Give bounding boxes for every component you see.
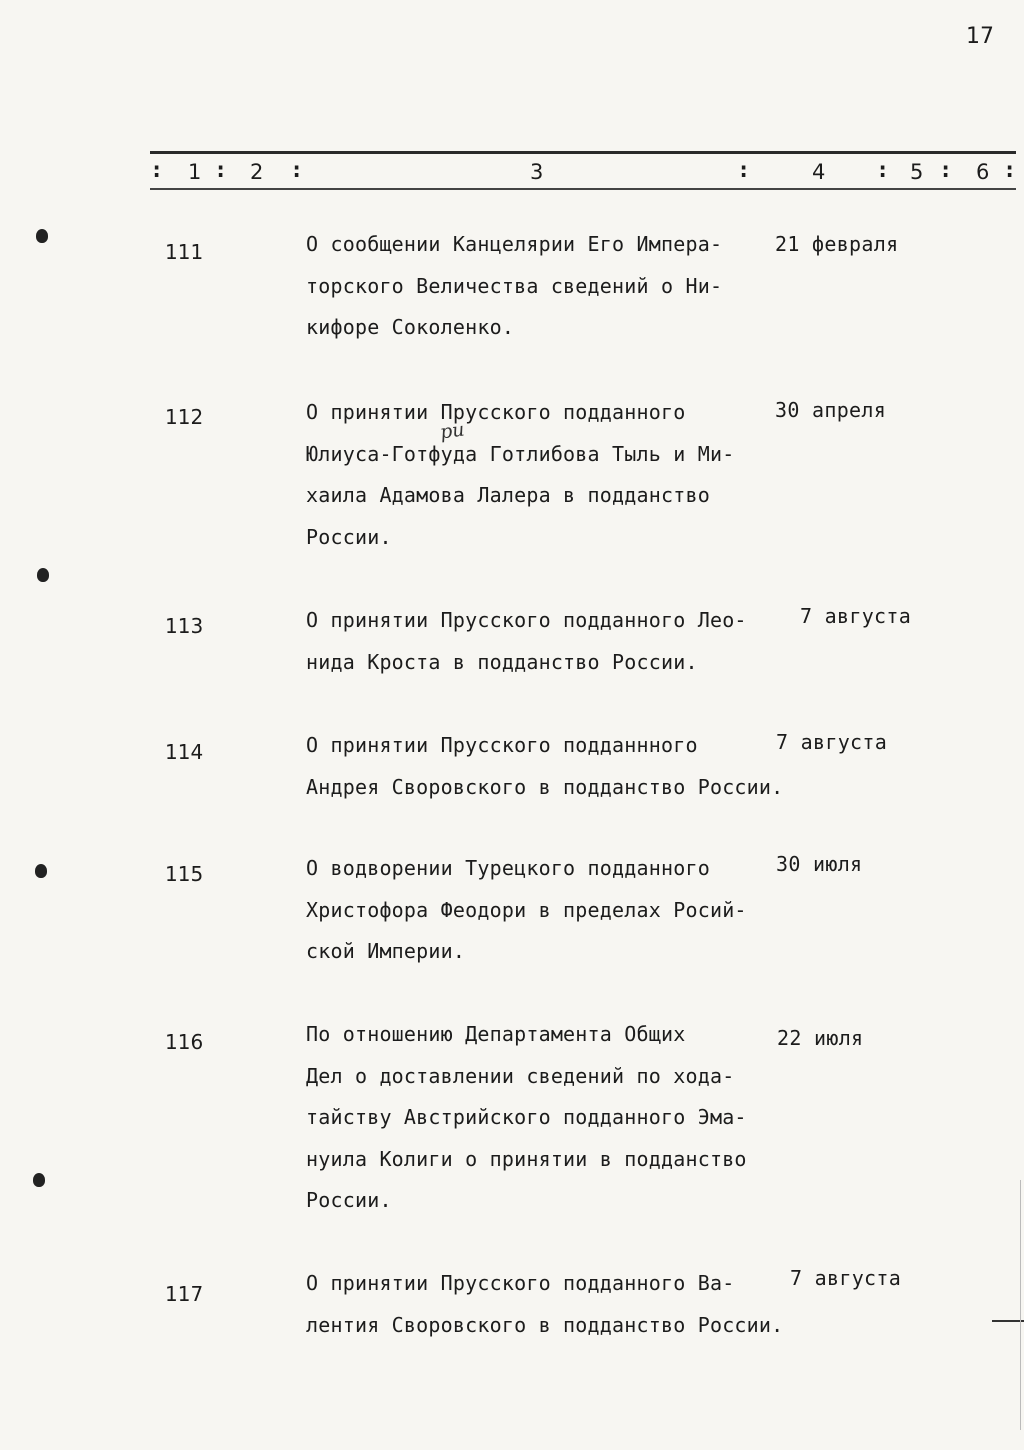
- column-separator: :: [737, 158, 751, 183]
- header-top-rule: [150, 151, 1016, 154]
- column-header-6: 6: [976, 160, 990, 184]
- column-header-4: 4: [812, 160, 826, 184]
- description-line: Андрея Своровского в подданство России.: [306, 774, 784, 799]
- description-line: О сообщении Канцелярии Его Импера-: [306, 232, 723, 256]
- description-line: России.: [306, 1188, 392, 1212]
- description-line: торского Величества сведений о Ни-: [306, 273, 723, 298]
- description-line: России.: [306, 524, 392, 549]
- description-line: тайству Австрийского подданного Эма-: [306, 1105, 747, 1129]
- description-line: лентия Своровского в подданство России.: [306, 1312, 784, 1337]
- punch-hole-mark: [33, 1173, 45, 1187]
- description-line: нида Кроста в подданство России.: [306, 649, 698, 674]
- record-description: [306, 725, 784, 808]
- description-line: Христофора Феодори в пределах Росий-: [306, 897, 747, 922]
- column-separator: :: [214, 158, 228, 183]
- description-line: О принятии Прусского подданнного: [306, 733, 698, 757]
- description-line: кифоре Соколенко.: [306, 315, 515, 339]
- column-header-2: 2: [250, 160, 264, 184]
- column-separator: :: [939, 158, 953, 183]
- punch-hole-mark: [36, 229, 48, 243]
- record-number: 117: [165, 1282, 204, 1306]
- record-number: 113: [165, 614, 204, 638]
- column-separator: :: [290, 158, 304, 183]
- column-header-1: 1: [188, 160, 202, 184]
- description-line: Юлиуса-Готфуда Готлибова Тыль и Ми-: [306, 441, 735, 466]
- record-date: 7 августа: [790, 1266, 902, 1290]
- record-number: 112: [165, 405, 204, 429]
- record-date: 7 августа: [776, 730, 888, 754]
- record-description: [306, 392, 776, 558]
- description-line: ской Империи.: [306, 939, 466, 963]
- description-line: нуила Колиги о принятии в подданство: [306, 1146, 747, 1171]
- description-line: Дел о доставлении сведений по хода-: [306, 1063, 735, 1088]
- record-number: 111: [165, 240, 204, 264]
- column-separator: :: [876, 158, 890, 183]
- record-description: [306, 1263, 784, 1346]
- record-date: 22 июля: [777, 1026, 864, 1050]
- record-description: [306, 848, 776, 973]
- record-description: [306, 224, 776, 349]
- column-separator: :: [150, 158, 164, 183]
- description-line: По отношению Департамента Общих: [306, 1022, 686, 1046]
- page-edge-line: [1020, 1180, 1021, 1430]
- page-number: 17: [966, 24, 994, 49]
- record-number: 116: [165, 1030, 204, 1054]
- record-date: 21 февраля: [775, 232, 899, 256]
- record-date: 7 августа: [800, 604, 912, 628]
- header-bottom-rule: [150, 188, 1016, 190]
- description-line: О принятии Прусского подданного: [306, 400, 686, 424]
- record-description: [306, 1014, 776, 1222]
- record-description: [306, 600, 776, 683]
- column-header-3: 3: [530, 160, 544, 184]
- handwritten-correction: ри: [438, 418, 466, 444]
- column-header-5: 5: [910, 160, 924, 184]
- description-line: О принятии Прусского подданного Ва-: [306, 1271, 735, 1295]
- punch-hole-mark: [37, 568, 49, 582]
- record-date: 30 июля: [776, 852, 863, 876]
- description-line: хаила Адамова Лалера в подданство: [306, 483, 710, 507]
- description-line: О принятии Прусского подданного Лео-: [306, 608, 747, 632]
- punch-hole-mark: [35, 864, 47, 878]
- record-number: 115: [165, 862, 204, 886]
- record-date: 30 апреля: [775, 398, 887, 422]
- record-number: 114: [165, 740, 204, 764]
- column-separator: :: [1003, 158, 1017, 183]
- description-line: О водворении Турецкого подданного: [306, 856, 710, 880]
